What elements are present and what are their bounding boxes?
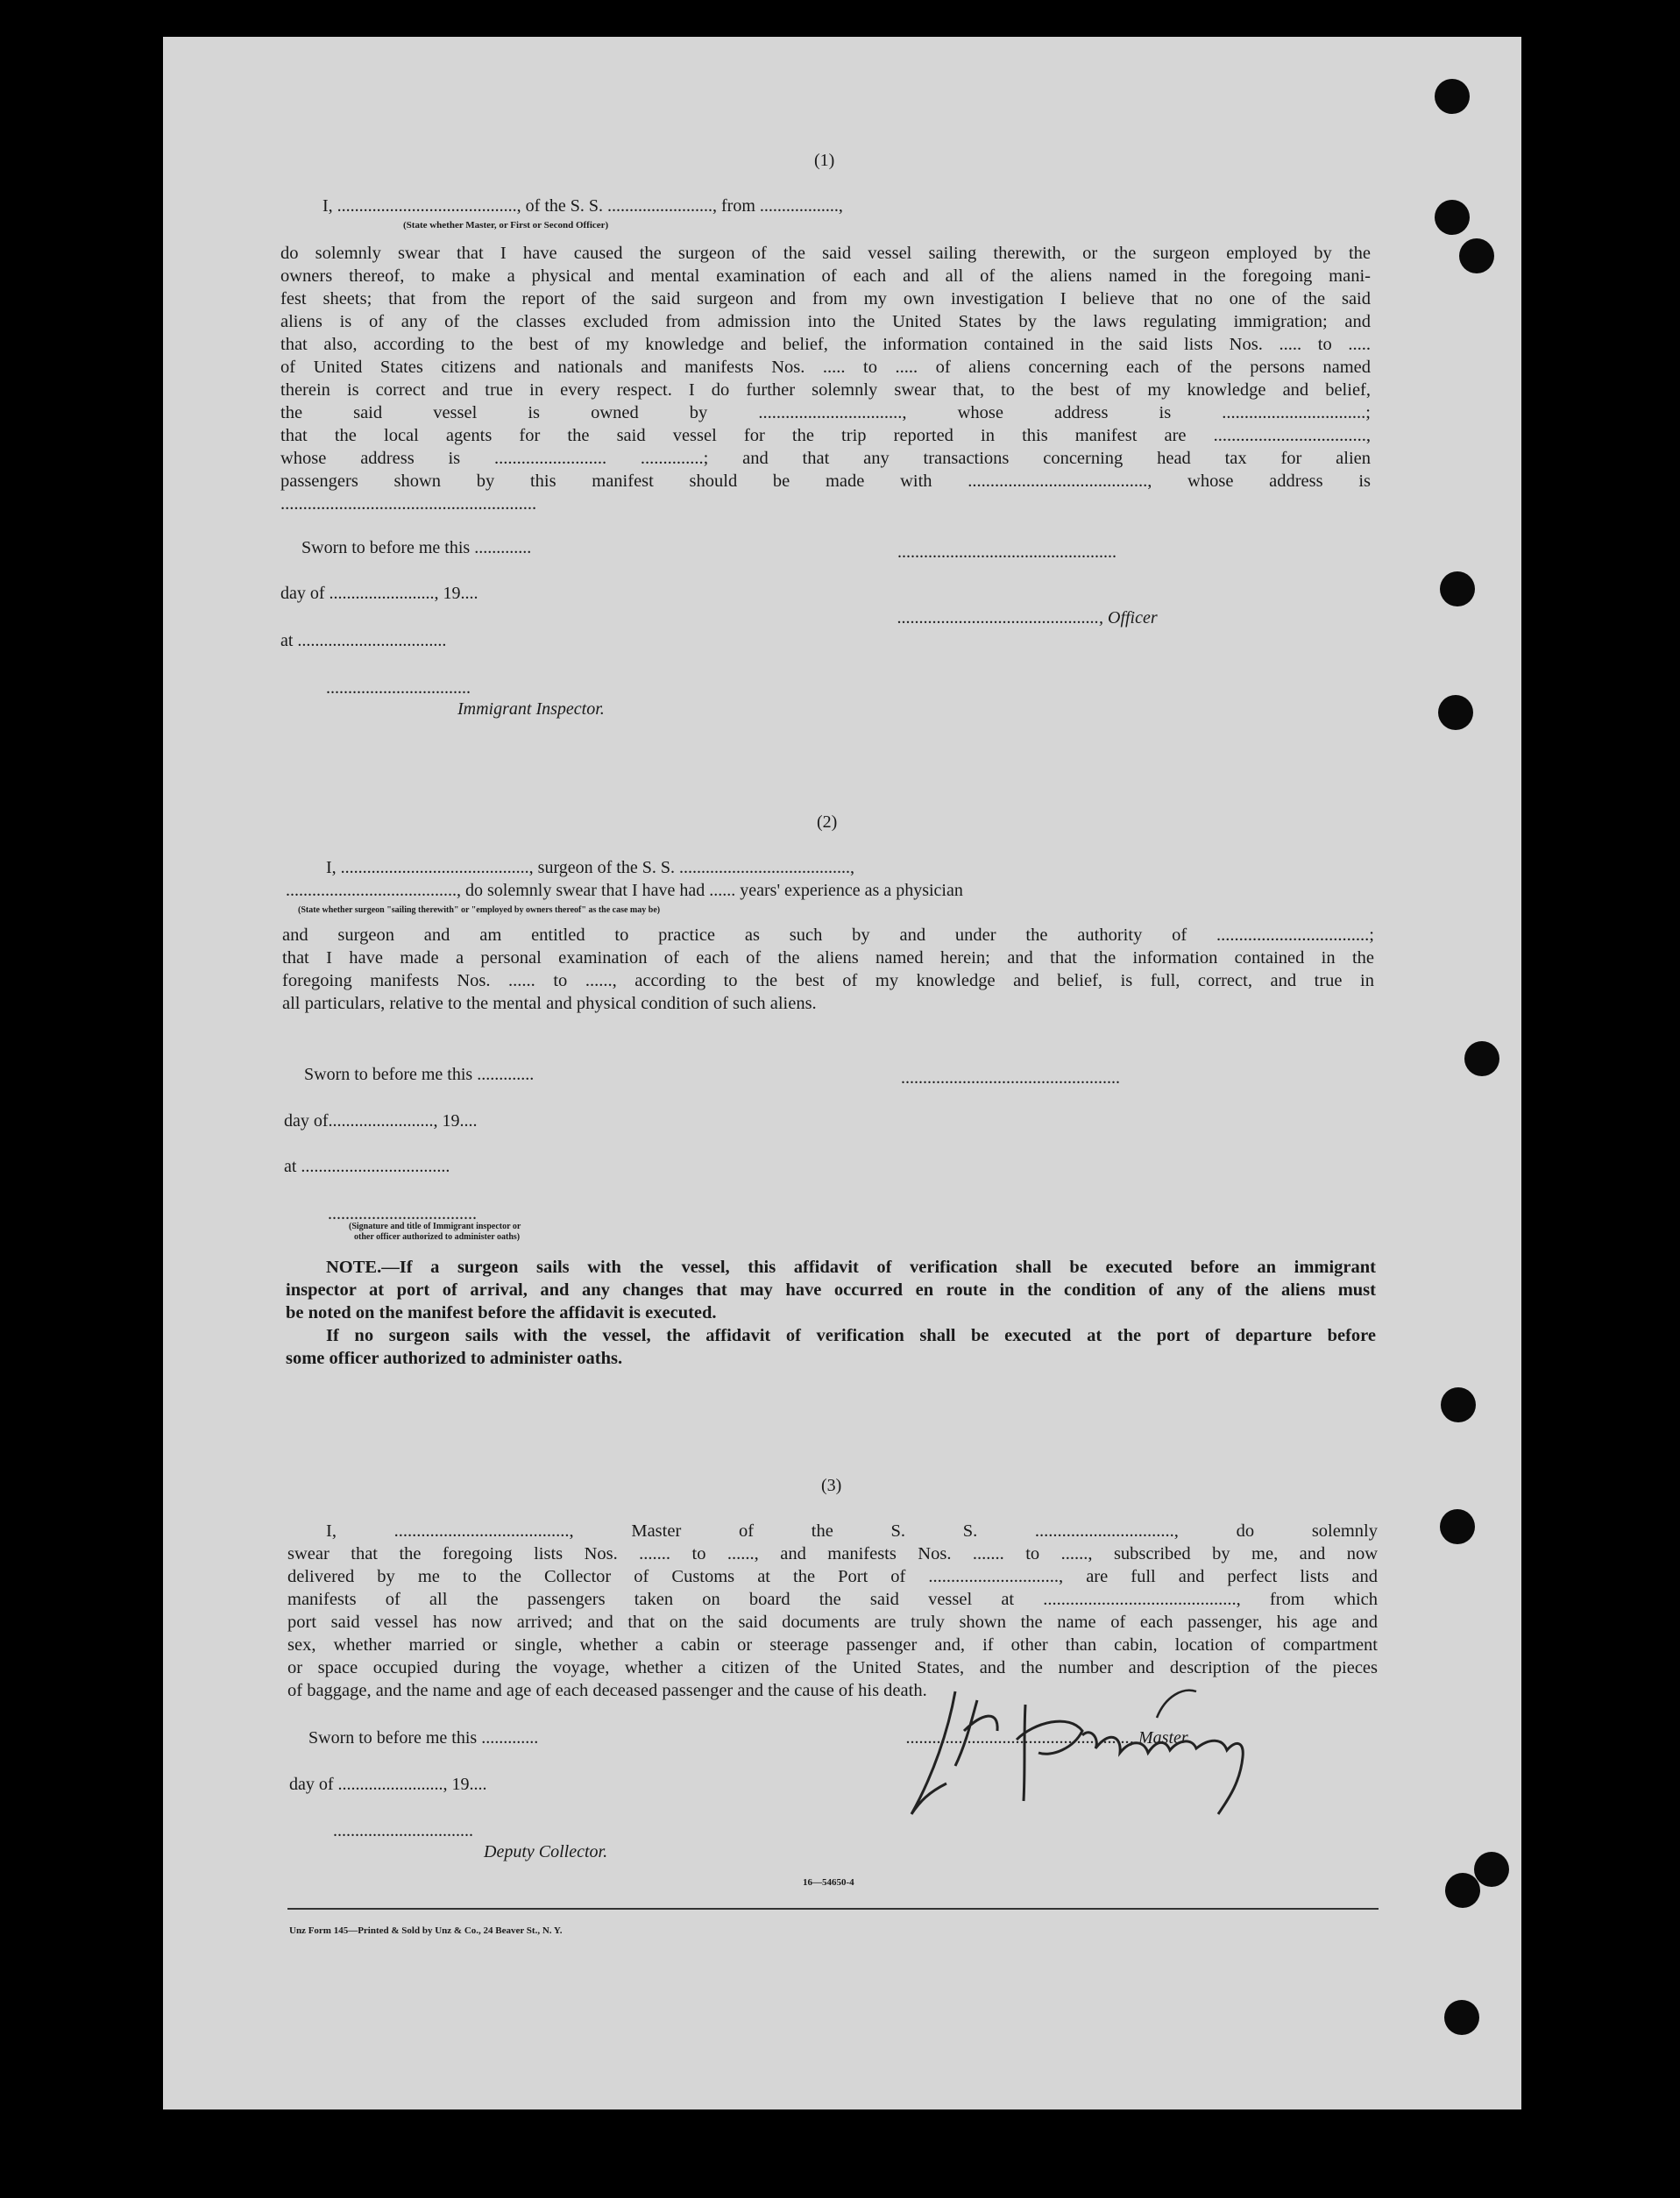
oath-paragraph [282, 924, 1374, 1015]
paragraph-line: some officer authorized to administer oaths. [286, 1349, 623, 1368]
collector-title: Deputy Collector. [484, 1842, 608, 1861]
section-number: (1) [814, 151, 835, 170]
section-number: (3) [821, 1476, 842, 1495]
paragraph-line: sex, whether married or single, whether a cabin or steerage passenger and, if other than cabin, location of compartment [287, 1635, 1378, 1655]
paragraph-line: port said vessel has now arrived; and that on the said documents are truly shown the name of each passenger, his age and [287, 1613, 1378, 1632]
paragraph-line: fest sheets; that from the report of the said surgeon and from my own investigation I believe that no one of the said [280, 289, 1371, 308]
place-line: at .................................. [280, 631, 447, 650]
paragraph-line: passengers shown by this manifest should be made with ........................................, whose address is [280, 472, 1371, 491]
place-line: at .................................. [284, 1157, 450, 1176]
form-code: 16—54650-4 [803, 1877, 854, 1888]
paragraph-line: NOTE.—If a surgeon sails with the vessel, this affidavit of verification shall be executed before an immigrant [326, 1258, 1376, 1277]
paragraph-line: foregoing manifests Nos. ...... to ......, according to the best of my knowledge and belief, is full, correct, and true in [282, 971, 1374, 990]
paragraph-line: or space occupied during the voyage, whether a citizen of the United States, and the number and description of the pieces [287, 1658, 1378, 1677]
printer-imprint: Unz Form 145—Printed & Sold by Unz & Co., 24 Beaver St., N. Y. [289, 1925, 563, 1936]
day-line: day of ........................, 19.... [289, 1775, 487, 1794]
paragraph-line: aliens is of any of the classes excluded from admission into the United States by the laws regulating immigration; and [280, 312, 1371, 331]
paragraph-line: whose address is ......................... ..............; and that any transactions concerning head tax for alien [280, 449, 1371, 468]
day-line: day of ........................, 19.... [280, 584, 478, 603]
paragraph-line: all particulars, relative to the mental and physical condition of such aliens. [282, 994, 817, 1013]
paragraph-line: be noted on the manifest before the affidavit is executed. [286, 1303, 717, 1322]
oath-paragraph [280, 242, 1371, 515]
paragraph-line: swear that the foregoing lists Nos. ....... to ......, and manifests Nos. ....... to ......, subscribed by me, and now [287, 1544, 1378, 1563]
punch-hole [1459, 238, 1494, 273]
field-instruction: (State whether Master, or First or Second Officer) [403, 220, 609, 230]
paragraph-line: delivered by me to the Collector of Customs at the Port of ............................., are full and perfect lists and [287, 1567, 1378, 1586]
paragraph-line: If no surgeon sails with the vessel, the affidavit of verification shall be executed at the port of departure before [326, 1326, 1376, 1345]
paragraph-line: therein is correct and true in every respect. I do further solemnly swear that, to the best of my knowledge and belief, [280, 380, 1371, 400]
oath-line-experience: ......................................., do solemnly swear that I have had ...... years' experience as a physician [286, 881, 963, 900]
inspector-title: Immigrant Inspector. [457, 699, 605, 719]
paragraph-line: of United States citizens and nationals and manifests Nos. ..... to ..... of aliens concerning each of the persons named [280, 358, 1371, 377]
punch-hole [1444, 2000, 1479, 2035]
punch-hole [1440, 1509, 1475, 1544]
paragraph-line: the said vessel is owned by ................................, whose address is ................................; [280, 403, 1371, 422]
paragraph-line: that the local agents for the said vessel for the trip reported in this manifest are .................................., [280, 426, 1371, 445]
paragraph-line: I, ......................................., Master of the S. S. ..............................., do solemnly [326, 1521, 1378, 1541]
field-instruction: (State whether surgeon "sailing therewith" or "employed by owners thereof" as the case may be) [298, 905, 661, 915]
sworn-line: Sworn to before me this ............. [301, 538, 532, 557]
day-line: day of........................, 19.... [284, 1111, 478, 1131]
paragraph-line: and surgeon and am entitled to practice as such by and under the authority of ..................................; [282, 925, 1374, 945]
punch-hole [1435, 79, 1470, 114]
master-line: ..................................................., Master [906, 1728, 1188, 1748]
oath-line-officer: I, ........................................., of the S. S. ........................, from .................., [323, 196, 843, 216]
paragraph-line: do solemnly swear that I have caused the surgeon of the said vessel sailing therewith, or the surgeon employed by the [280, 244, 1371, 263]
oath-line-surgeon: I, ..........................................., surgeon of the S. S. ......................................., [326, 858, 854, 877]
signature-caption: (Signature and title of Immigrant inspector or [349, 1222, 521, 1231]
paragraph-line: inspector at port of arrival, and any changes that may have occurred en route in the condition of any of the aliens must [286, 1280, 1376, 1300]
signature-dots: .................................. [328, 1204, 477, 1223]
punch-hole [1440, 571, 1475, 606]
note-paragraph [286, 1256, 1376, 1370]
signature-dots: ................................ [333, 1821, 473, 1840]
sworn-line: Sworn to before me this ............. [308, 1728, 539, 1748]
paragraph-line: manifests of all the passengers taken on board the said vessel at ..........................................., from which [287, 1590, 1378, 1609]
punch-hole [1474, 1852, 1509, 1887]
signature-caption: other officer authorized to administer oaths) [354, 1232, 521, 1242]
sworn-line: Sworn to before me this ............. [304, 1065, 535, 1084]
punch-hole [1445, 1873, 1480, 1908]
punch-hole [1438, 695, 1473, 730]
section-number: (2) [817, 812, 838, 832]
paragraph-line: that I have made a personal examination of each of the aliens named herein; and that the information contained in the [282, 948, 1374, 968]
master-signature [894, 1670, 1315, 1827]
signature-dots: .................................................. [901, 1068, 1120, 1088]
paragraph-line: owners thereof, to make a physical and mental examination of each and all of the aliens named in the foregoing mani- [280, 266, 1371, 286]
punch-hole [1441, 1387, 1476, 1422]
paragraph-line: of baggage, and the name and age of each deceased passenger and the cause of his death. [287, 1681, 927, 1700]
paragraph-line: that also, according to the best of my knowledge and belief, the information contained in the said lists Nos. ..... to ..... [280, 335, 1371, 354]
officer-line: .............................................., Officer [897, 608, 1158, 627]
footer-rule [287, 1908, 1379, 1910]
punch-hole [1464, 1041, 1499, 1076]
paragraph-line: ......................................................... [280, 494, 537, 514]
signature-dots: .................................................. [897, 542, 1116, 562]
signature-dots: ................................. [326, 678, 471, 698]
punch-hole [1435, 200, 1470, 235]
